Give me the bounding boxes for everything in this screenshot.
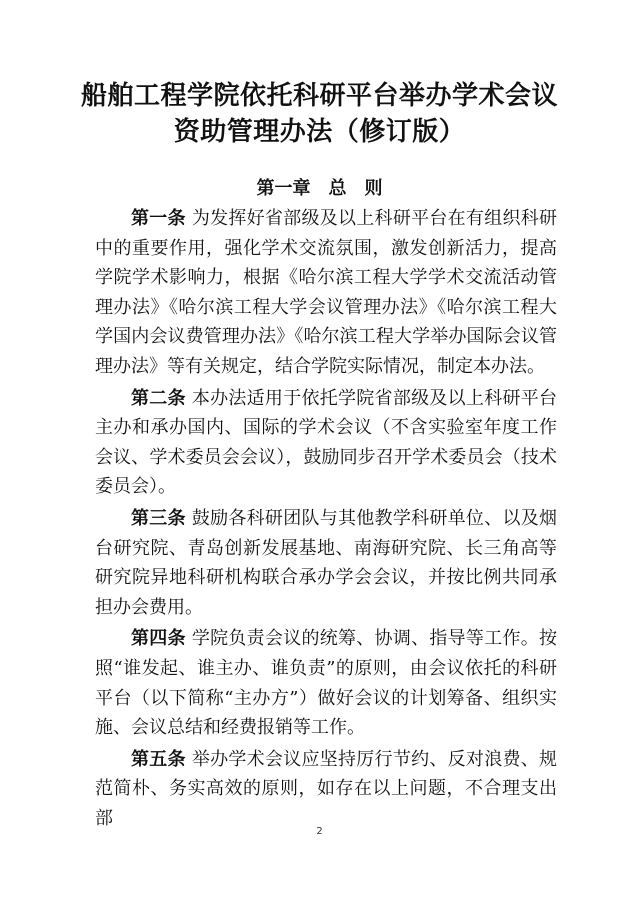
page-number: 2: [316, 826, 323, 837]
document-title: [0, 78, 639, 150]
article-text: 鼓励各科研团队与其他教学科研单位、以及烟台研究院、青岛创新发展基地、南海研究院、长三角高等研究院异地科研机构联合承办学会会议，并按比例共同承担办会费用。: [95, 507, 558, 618]
title-line-2: 资助管理办法（修订版）: [173, 117, 466, 147]
chapter-number: 第一章: [256, 178, 311, 199]
article-text: 学院负责会议的统筹、协调、指导等工作。按照“谁发起、谁主办、谁负责”的原则，由会议依托的科研平台（以下简称“主办方”）做好会议的计划筹备、组织实施、会议总结和经费报销等工作。: [95, 628, 558, 739]
article-lead: 第四条: [131, 628, 186, 650]
article-1: [95, 204, 557, 382]
article-2: [95, 384, 557, 502]
article-5: [95, 745, 557, 834]
article-4: [95, 624, 557, 742]
title-line-1: 船舶工程学院依托科研平台举办学术会议: [80, 81, 558, 111]
article-text: 本办法适用于依托学院省部级及以上科研平台主办和承办国内、国际的学术会议（不含实验室年度工作会议、学术委员会会议），鼓励同步召开学术委员会（技术委员会）。: [95, 387, 558, 498]
article-text: 为发挥好省部级及以上科研平台在有组织科研中的重要作用，强化学术交流氛围，激发创新活力，提高学院学术影响力，根据《哈尔滨工程大学学术交流活动管理办法》《哈尔滨工程大学会议管理办法》《哈尔滨工程大学国内会议费管理办法》《哈尔滨工程大学举办国际会议管理办法》等有关规定，结合学院实际情况，制定本办法。: [95, 208, 558, 377]
article-lead: 第五条: [131, 748, 186, 770]
article-text: 举办学术会议应坚持厉行节约、反对浪费、规范简朴、务实高效的原则，如存在以上问题，不合理支出部: [95, 748, 558, 829]
article-lead: 第一条: [131, 208, 186, 229]
chapter-heading: [0, 176, 639, 202]
chapter-name-part-1: 总: [328, 178, 347, 199]
chapter-name-part-2: 则: [364, 178, 383, 199]
article-lead: 第二条: [131, 387, 186, 409]
document-body: [95, 204, 557, 833]
article-lead: 第三条: [131, 507, 186, 529]
article-3: [95, 504, 557, 622]
